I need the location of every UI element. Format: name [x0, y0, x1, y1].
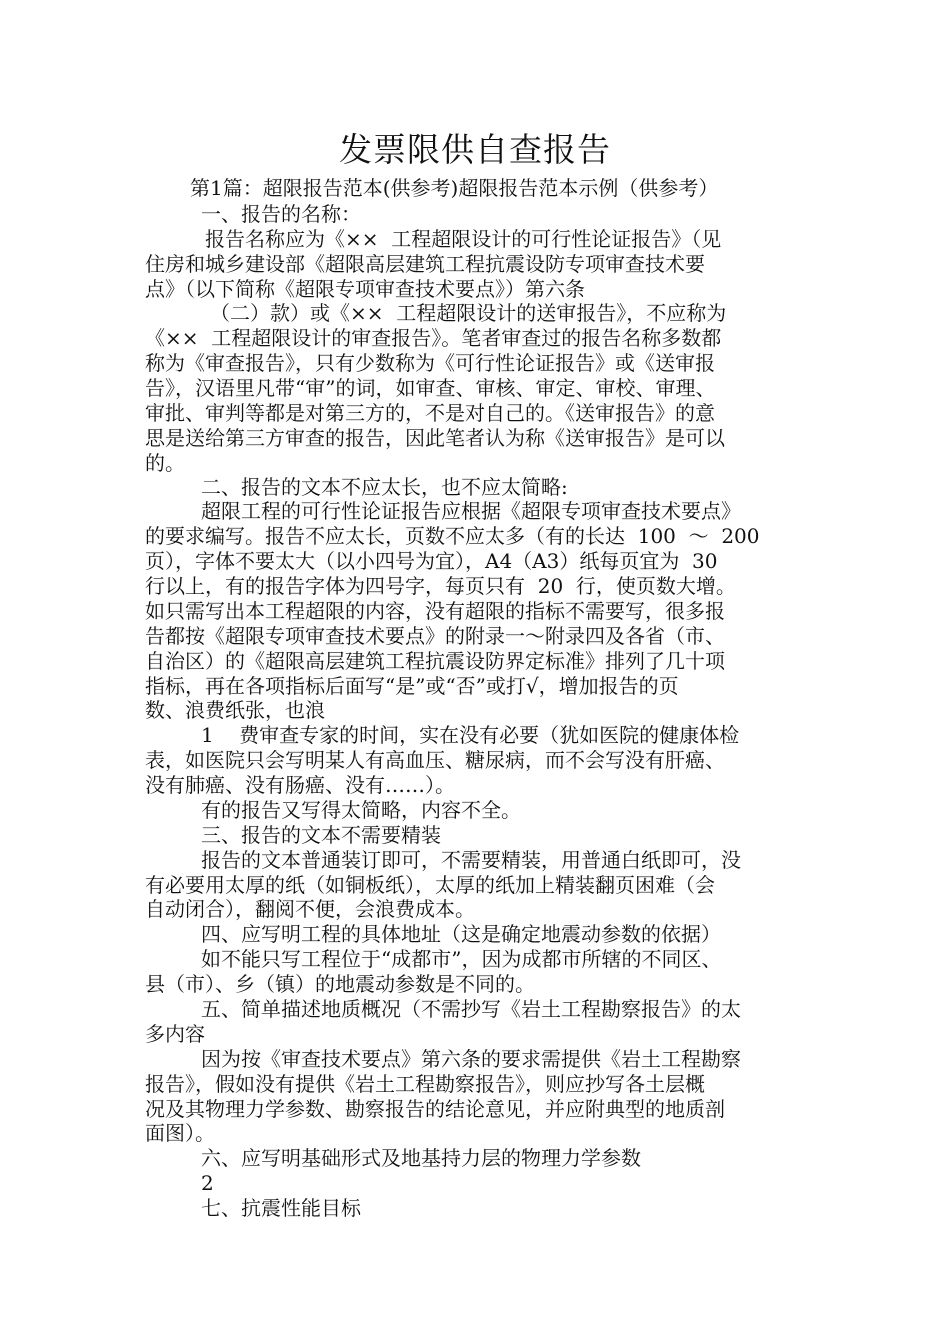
section-heading: 六、应写明基础形式及地基持力层的物理力学参数 — [201, 1146, 641, 1170]
text-line: 有的报告又写得太简略，内容不全。 — [201, 798, 521, 822]
text-line: 报告》，假如没有提供《岩土工程勘察报告》，则应抄写各土层概 — [145, 1072, 705, 1096]
text-line: 县（市）、乡（镇）的地震动参数是不同的。 — [145, 972, 535, 996]
text-line: 审批、审判等都是对第三方的，不是对自己的。《送审报告》的意 — [145, 401, 715, 425]
text-line: 住房和城乡建设部《超限高层建筑工程抗震设防专项审查技术要 — [145, 252, 705, 276]
text-line: 称为《审查报告》，只有少数称为《可行性论证报告》或《送审报 — [145, 351, 715, 375]
text-line: 因为按《审查技术要点》第六条的要求需提供《岩土工程勘察 — [201, 1047, 741, 1071]
text-line: 告都按《超限专项审查技术要点》的附录一～附录四及各省（市、 — [145, 624, 725, 648]
text-line: 页），字体不要太大（以小四号为宜），A4（A3）纸每页宜为 30 — [145, 549, 718, 573]
text-line: 自动闭合），翻阅不便，会浪费成本。 — [145, 897, 475, 921]
text-line: 点》（以下简称《超限专项审查技术要点》）第六条 — [145, 277, 585, 301]
text-line: 如不能只写工程位于“成都市”，因为成都市所辖的不同区、 — [201, 947, 722, 971]
text-line: 《×× 工程超限设计的审查报告》。笔者审查过的报告名称多数都 — [145, 326, 722, 350]
text-line: 指标，再在各项指标后面写“是”或“否”或打√，增加报告的页 — [145, 674, 679, 698]
section-heading: 五、简单描述地质概况（不需抄写《岩土工程勘察报告》的太 — [201, 997, 741, 1021]
text-line: 思是送给第三方审查的报告，因此笔者认为称《送审报告》是可以 — [145, 426, 725, 450]
section-heading: 四、应写明工程的具体地址（这是确定地震动参数的依据） — [201, 922, 721, 946]
text-line: 如只需写出本工程超限的内容，没有超限的指标不需要写，很多报 — [145, 599, 725, 623]
text-line: 况及其物理力学参数、勘察报告的结论意见，并应附典型的地质剖 — [145, 1097, 725, 1121]
text-line: （二）款）或《×× 工程超限设计的送审报告》，不应称为 — [210, 301, 727, 325]
text-line: 面图）。 — [145, 1121, 215, 1145]
text-line: 的要求编写。报告不应太长，页数不应太多（有的长达 100 ～ 200 — [145, 524, 760, 548]
section-heading: 二、报告的文本不应太长，也不应太简略: — [201, 475, 568, 499]
document-title: 发票限供自查报告 — [339, 130, 611, 169]
text-line: 没有肺癌、没有肠癌、没有……）。 — [145, 773, 455, 797]
text-line: 有必要用太厚的纸（如铜板纸），太厚的纸加上精装翻页困难（会 — [145, 873, 715, 897]
text-line: 行以上，有的报告字体为四号字，每页只有 20 行，使页数大增。 — [145, 574, 736, 598]
page-number: 2 — [201, 1171, 214, 1195]
text-line: 报告名称应为《×× 工程超限设计的可行性论证报告》（见 — [205, 227, 722, 251]
section-heading: 七、抗震性能目标 — [201, 1196, 361, 1220]
text-line: 的。 — [145, 451, 185, 475]
text-line: 数、浪费纸张，也浪 — [145, 698, 325, 722]
section-heading: 一、报告的名称： — [201, 202, 361, 226]
text-line: 多内容 — [145, 1022, 205, 1046]
text-line: 自治区）的《超限高层建筑工程抗震设防界定标准》排列了几十项 — [145, 649, 725, 673]
text-line: 超限工程的可行性论证报告应根据《超限专项审查技术要点》 — [201, 499, 741, 523]
text-line: 1 费审查专家的时间，实在没有必要（犹如医院的健康体检 — [201, 723, 740, 747]
text-line: 告》，汉语里凡带“审”的词，如审查、审核、审定、审校、审理、 — [145, 376, 716, 400]
text-line: 报告的文本普通装订即可，不需要精装，用普通白纸即可，没 — [201, 848, 741, 872]
text-line: 第1篇：超限报告范本(供参考)超限报告范本示例（供参考） — [190, 176, 719, 200]
section-heading: 三、报告的文本不需要精装 — [201, 823, 441, 847]
text-line: 表，如医院只会写明某人有高血压、糖尿病，而不会写没有肝癌、 — [145, 748, 725, 772]
